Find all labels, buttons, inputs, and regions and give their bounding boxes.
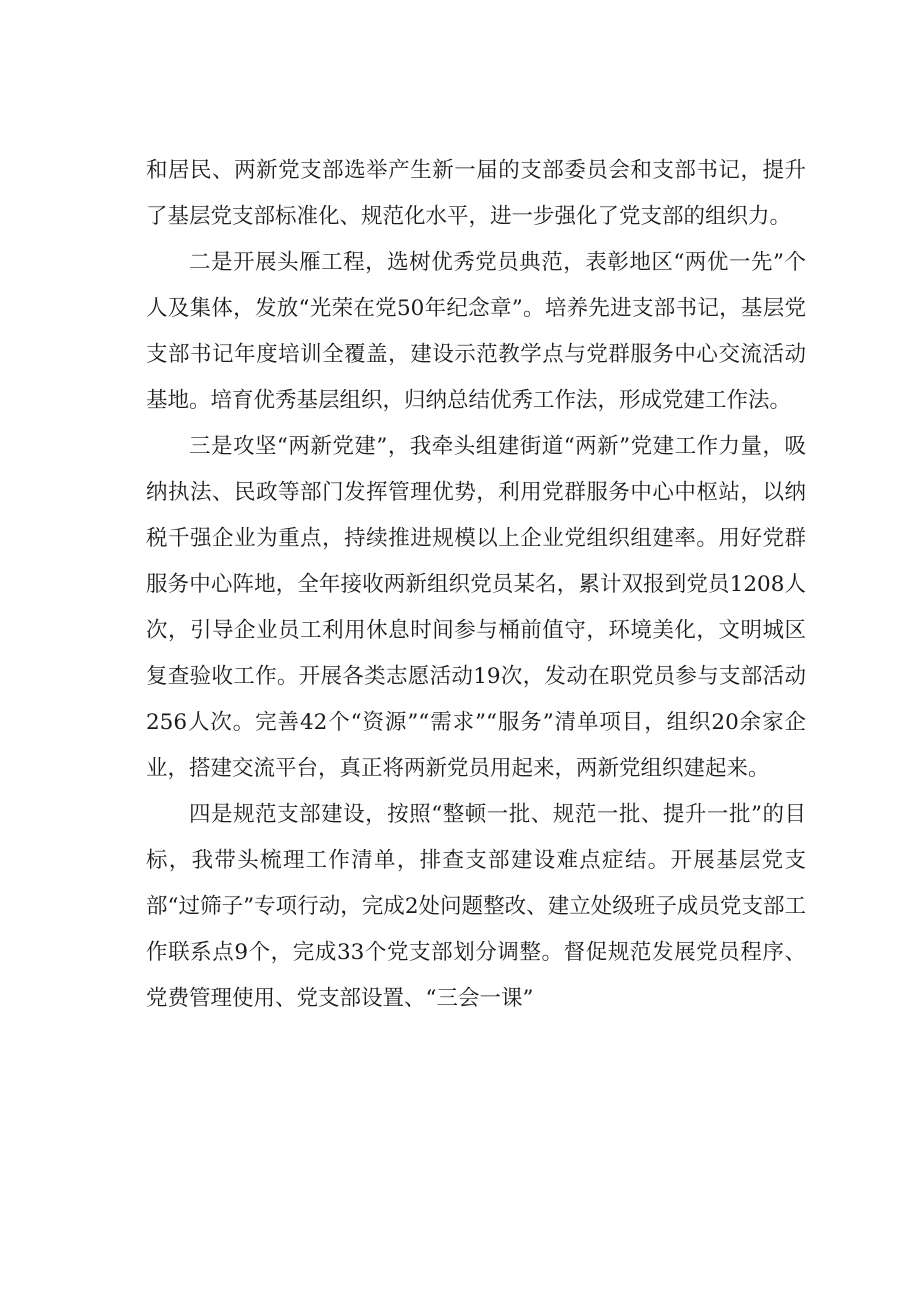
document-body [146, 148, 806, 1022]
paragraph-third-item: 三是攻坚“两新党建”，我牵头组建街道“两新”党建工作力量，吸纳执法、民政等部门发挥管理优势，利用党群服务中心中枢站，以纳税千强企业为重点，持续推进规模以上企业党组织组建率。用好党群服务中心阵地，全年接收两新组织党员某名，累计双报到党员1208人次，引导企业员工利用休息时间参与桶前值守，环境美化，文明城区复查验收工作。开展各类志愿活动19次，发动在职党员参与支部活动256人次。完善42个“资源”“需求”“服务”清单项目，组织20余家企业，搭建交流平台，真正将两新党员用起来，两新党组织建起来。 [146, 434, 806, 781]
paragraph-continuation: 和居民、两新党支部选举产生新一届的支部委员会和支部书记，提升了基层党支部标准化、规范化水平，进一步强化了党支部的组织力。 [146, 158, 806, 229]
paragraph-fourth-item: 四是规范支部建设，按照“整顿一批、规范一批、提升一批”的目标，我带头梳理工作清单，排查支部建设难点症结。开展基层党支部“过筛子”专项行动，完成2处问题整改、建立处级班子成员党支部工作联系点9个，完成33个党支部划分调整。督促规范发展党员程序、党费管理使用、党支部设置、“三会一课” [146, 802, 806, 1011]
paragraph-second-item: 二是开展头雁工程，选树优秀党员典范，表彰地区“两优一先”个人及集体，发放“光荣在党50年纪念章”。培养先进支部书记，基层党支部书记年度培训全覆盖，建设示范教学点与党群服务中心交流活动基地。培育优秀基层组织，归纳总结优秀工作法，形成党建工作法。 [146, 250, 806, 413]
